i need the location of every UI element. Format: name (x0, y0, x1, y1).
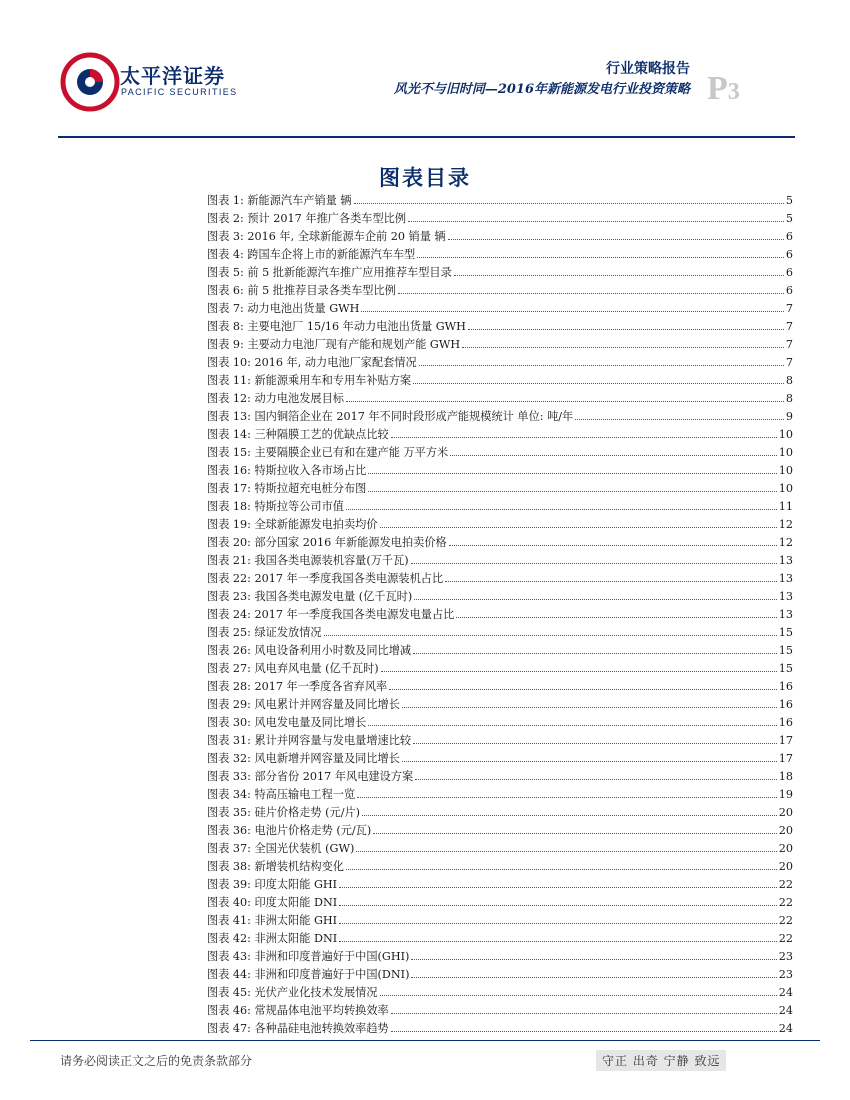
toc-entry-leader (346, 508, 777, 510)
toc-entry-page: 20 (778, 860, 793, 873)
toc-entry[interactable] (207, 984, 793, 1002)
toc-entry-leader (380, 526, 777, 528)
toc-entry-leader (380, 994, 777, 996)
toc-entry-leader (445, 580, 777, 582)
toc-entry-label: 图表 17: 特斯拉超充电桩分布图 (207, 482, 367, 495)
toc-entry-page: 22 (778, 932, 793, 945)
toc-entry[interactable] (207, 408, 793, 426)
footer-disclaimer: 请务必阅读正文之后的免责条款部分 (60, 1054, 253, 1068)
toc-entry[interactable] (207, 282, 793, 300)
toc-entry[interactable] (207, 192, 793, 210)
toc-entry[interactable] (207, 372, 793, 390)
toc-entry[interactable] (207, 264, 793, 282)
toc-entry[interactable] (207, 894, 793, 912)
toc-entry-page: 24 (778, 986, 793, 999)
toc-entry-page: 7 (785, 302, 793, 315)
toc-entry-leader (468, 328, 784, 330)
toc-entry[interactable] (207, 642, 793, 660)
toc-entry[interactable] (207, 696, 793, 714)
toc-entry-page: 13 (778, 590, 793, 603)
toc-entry-label: 图表 19: 全球新能源发电拍卖均价 (207, 518, 378, 531)
toc-entry[interactable] (207, 786, 793, 804)
toc-entry[interactable] (207, 822, 793, 840)
toc-entry-page: 10 (778, 446, 793, 459)
toc-entry-leader (391, 436, 777, 438)
toc-entry-label: 图表 44: 非洲和印度普遍好于中国(DNI) (207, 968, 410, 981)
toc-entry-label: 图表 4: 跨国车企将上市的新能源汽车车型 (207, 248, 416, 261)
toc-entry-page: 15 (778, 662, 793, 675)
toc-entry[interactable] (207, 390, 793, 408)
toc-entry-leader (389, 688, 777, 690)
toc-entry[interactable] (207, 858, 793, 876)
toc-entry-label: 图表 20: 部分国家 2016 年新能源发电拍卖价格 (207, 536, 447, 549)
toc-entry-leader (402, 760, 777, 762)
toc-entry-page: 13 (778, 572, 793, 585)
toc-entry[interactable] (207, 714, 793, 732)
toc-entry-label: 图表 1: 新能源汽车产销量 辆 (207, 194, 352, 207)
toc-entry-label: 图表 31: 累计并网容量与发电量增速比较 (207, 734, 412, 747)
toc-entry-label: 图表 30: 风电发电量及同比增长 (207, 716, 367, 729)
toc-entry-page: 10 (778, 464, 793, 477)
toc-entry-label: 图表 26: 风电设备利用小时数及同比增减 (207, 644, 412, 657)
toc-entry[interactable] (207, 426, 793, 444)
toc-entry-leader (456, 616, 776, 618)
toc-entry[interactable] (207, 750, 793, 768)
toc-entry-label: 图表 5: 前 5 批新能源汽车推广应用推荐车型目录 (207, 266, 452, 279)
toc-entry-leader (419, 364, 784, 366)
toc-entry-leader (368, 724, 776, 726)
toc-entry-label: 图表 46: 常规晶体电池平均转换效率 (207, 1004, 389, 1017)
toc-entry-leader (417, 256, 784, 258)
page-number (707, 70, 740, 108)
toc-entry[interactable] (207, 336, 793, 354)
toc-entry-page: 15 (778, 644, 793, 657)
toc-entry[interactable] (207, 1020, 793, 1038)
toc-entry-leader (411, 958, 776, 960)
toc-entry-label: 图表 47: 各种晶硅电池转换效率趋势 (207, 1022, 389, 1035)
toc-entry-leader (339, 886, 777, 888)
toc-entry[interactable] (207, 480, 793, 498)
toc-entry[interactable] (207, 498, 793, 516)
toc-entry-label: 图表 23: 我国各类电源发电量 (亿千瓦时) (207, 590, 413, 603)
toc-entry-leader (368, 472, 776, 474)
toc-entry-leader (361, 310, 783, 312)
toc-entry-label: 图表 11: 新能源乘用车和专用车补贴方案 (207, 374, 412, 387)
toc-entry[interactable] (207, 588, 793, 606)
toc-entry-label: 图表 21: 我国各类电源装机容量(万千瓦) (207, 554, 409, 567)
toc-entry-leader (411, 976, 776, 978)
toc-entry-label: 图表 39: 印度太阳能 GHI (207, 878, 338, 891)
toc-entry-leader (413, 652, 777, 654)
toc-entry[interactable] (207, 660, 793, 678)
toc-entry[interactable] (207, 354, 793, 372)
footer-divider (30, 1040, 820, 1041)
toc-entry-page: 8 (785, 374, 793, 387)
toc-entry-leader (450, 454, 777, 456)
toc-entry-leader (357, 796, 777, 798)
report-type: 行业策略报告 (606, 61, 690, 77)
toc-entry-label: 图表 27: 风电弃风电量 (亿千瓦时) (207, 662, 379, 675)
toc-entry-leader (354, 202, 784, 204)
toc-entry-page: 9 (785, 410, 793, 423)
toc-entry[interactable] (207, 516, 793, 534)
toc-entry-page: 6 (785, 284, 793, 297)
toc-entry-page: 24 (778, 1004, 793, 1017)
toc-entry-page: 7 (785, 320, 793, 333)
toc-entry-page: 24 (778, 1022, 793, 1035)
toc-entry-label: 图表 37: 全国光伏装机 (GW) (207, 842, 355, 855)
toc-entry-page: 22 (778, 914, 793, 927)
toc-entry-label: 图表 14: 三种隔膜工艺的优缺点比较 (207, 428, 389, 441)
toc-entry-page: 15 (778, 626, 793, 639)
toc-entry-label: 图表 24: 2017 年一季度我国各类电源发电量占比 (207, 608, 455, 621)
toc-entry[interactable] (207, 606, 793, 624)
toc-entry-leader (415, 778, 777, 780)
toc-entry-page: 22 (778, 896, 793, 909)
header-divider (58, 136, 795, 138)
toc-entry-label: 图表 43: 非洲和印度普遍好于中国(GHI) (207, 950, 410, 963)
toc-entry-page: 17 (778, 734, 793, 747)
toc-entry[interactable] (207, 444, 793, 462)
toc-entry-page: 6 (785, 266, 793, 279)
toc-entry-leader (339, 904, 777, 906)
toc-entry[interactable] (207, 930, 793, 948)
toc-entry-page: 10 (778, 482, 793, 495)
toc-entry-leader (454, 274, 784, 276)
toc-entry-leader (346, 400, 784, 402)
toc-entry-label: 图表 6: 前 5 批推荐目录各类车型比例 (207, 284, 396, 297)
toc-entry[interactable] (207, 318, 793, 336)
toc-entry[interactable] (207, 678, 793, 696)
toc-entry-leader (413, 382, 784, 384)
toc-entry-label: 图表 10: 2016 年, 动力电池厂家配套情况 (207, 356, 417, 369)
toc-entry-page: 12 (778, 536, 793, 549)
toc-entry-page: 19 (778, 788, 793, 801)
pacific-securities-logo (60, 52, 120, 112)
toc-entry-leader (462, 346, 784, 348)
toc-entry-label: 图表 33: 部分省份 2017 年风电建设方案 (207, 770, 414, 783)
toc-entry-label: 图表 32: 风电新增并网容量及同比增长 (207, 752, 400, 765)
toc-entry-label: 图表 18: 特斯拉等公司市值 (207, 500, 344, 513)
toc-entry[interactable] (207, 840, 793, 858)
toc-entry-leader (324, 634, 777, 636)
toc-entry-leader (339, 940, 777, 942)
toc-entry[interactable] (207, 768, 793, 786)
toc-entry-leader (449, 544, 777, 546)
toc-entry-leader (413, 742, 777, 744)
toc-entry-page: 11 (778, 500, 793, 513)
toc-entry[interactable] (207, 876, 793, 894)
toc-entry-label: 图表 22: 2017 年一季度我国各类电源装机占比 (207, 572, 444, 585)
toc-entry-page: 20 (778, 824, 793, 837)
toc-entry-leader (346, 868, 777, 870)
toc-entry-page: 16 (778, 716, 793, 729)
toc-entry-label: 图表 29: 风电累计并网容量及同比增长 (207, 698, 400, 711)
page-number-letter: P (707, 70, 728, 107)
toc-entry-leader (411, 562, 777, 564)
toc-entry[interactable] (207, 912, 793, 930)
toc-entry[interactable] (207, 552, 793, 570)
toc-list (207, 192, 793, 1038)
toc-entry[interactable] (207, 210, 793, 228)
toc-entry-label: 图表 36: 电池片价格走势 (元/瓦) (207, 824, 372, 837)
toc-entry-page: 13 (778, 554, 793, 567)
brand-name-en: PACIFIC SECURITIES (121, 87, 238, 97)
toc-entry-leader (391, 1030, 777, 1032)
toc-entry-label: 图表 42: 非洲太阳能 DNI (207, 932, 338, 945)
toc-entry-label: 图表 41: 非洲太阳能 GHI (207, 914, 338, 927)
toc-entry-page: 20 (778, 806, 793, 819)
toc-entry-label: 图表 9: 主要动力电池厂现有产能和规划产能 GWH (207, 338, 461, 351)
toc-entry[interactable] (207, 534, 793, 552)
toc-entry-page: 23 (778, 950, 793, 963)
toc-entry[interactable] (207, 948, 793, 966)
toc-entry-page: 8 (785, 392, 793, 405)
toc-entry-label: 图表 15: 主要隔膜企业已有和在建产能 万平方米 (207, 446, 449, 459)
toc-entry-page: 16 (778, 680, 793, 693)
footer-motto: 守正 出奇 宁静 致远 (596, 1050, 726, 1071)
toc-entry-label: 图表 2: 预计 2017 年推广各类车型比例 (207, 212, 407, 225)
toc-entry-leader (362, 814, 777, 816)
toc-entry-label: 图表 28: 2017 年一季度各省弃风率 (207, 680, 388, 693)
toc-entry-label: 图表 40: 印度太阳能 DNI (207, 896, 338, 909)
toc-entry-label: 图表 35: 硅片价格走势 (元/片) (207, 806, 361, 819)
toc-entry[interactable] (207, 570, 793, 588)
toc-entry[interactable] (207, 804, 793, 822)
toc-entry-label: 图表 13: 国内铜箔企业在 2017 年不同时段形成产能规模统计 单位: 吨/年 (207, 410, 574, 423)
toc-title: 图表目录 (379, 166, 471, 190)
toc-entry-label: 图表 45: 光伏产业化技术发展情况 (207, 986, 378, 999)
toc-entry[interactable] (207, 300, 793, 318)
toc-entry-leader (402, 706, 777, 708)
toc-entry-page: 22 (778, 878, 793, 891)
toc-entry[interactable] (207, 966, 793, 984)
toc-entry-page: 12 (778, 518, 793, 531)
toc-entry[interactable] (207, 462, 793, 480)
page-number-value: 3 (727, 79, 740, 105)
toc-entry-leader (356, 850, 776, 852)
report-title: 风光不与旧时同—2016年新能源发电行业投资策略 (393, 82, 690, 97)
toc-entry-label: 图表 16: 特斯拉收入各市场占比 (207, 464, 367, 477)
toc-entry-leader (398, 292, 784, 294)
toc-entry-page: 10 (778, 428, 793, 441)
toc-entry-page: 6 (785, 248, 793, 261)
toc-entry-leader (448, 238, 784, 240)
toc-entry-label: 图表 12: 动力电池发展目标 (207, 392, 344, 405)
toc-entry-leader (381, 670, 777, 672)
toc-entry-label: 图表 38: 新增装机结构变化 (207, 860, 344, 873)
toc-entry-page: 18 (778, 770, 793, 783)
toc-entry[interactable] (207, 624, 793, 642)
toc-entry-leader (373, 832, 777, 834)
toc-entry-page: 5 (785, 194, 793, 207)
toc-entry-page: 20 (778, 842, 793, 855)
toc-entry-leader (391, 1012, 777, 1014)
toc-entry-page: 7 (785, 338, 793, 351)
toc-entry-page: 7 (785, 356, 793, 369)
toc-entry-label: 图表 7: 动力电池出货量 GWH (207, 302, 360, 315)
toc-entry-page: 5 (785, 212, 793, 225)
toc-entry[interactable] (207, 228, 793, 246)
toc-entry-page: 17 (778, 752, 793, 765)
toc-entry-label: 图表 3: 2016 年, 全球新能源车企前 20 销量 辆 (207, 230, 446, 243)
toc-entry-label: 图表 8: 主要电池厂 15/16 年动力电池出货量 GWH (207, 320, 466, 333)
toc-entry-page: 6 (785, 230, 793, 243)
toc-entry[interactable] (207, 1002, 793, 1020)
toc-entry-leader (368, 490, 776, 492)
toc-entry-page: 23 (778, 968, 793, 981)
toc-entry-leader (408, 220, 784, 222)
toc-entry[interactable] (207, 732, 793, 750)
toc-entry-page: 16 (778, 698, 793, 711)
toc-entry-leader (414, 598, 777, 600)
toc-entry-page: 13 (778, 608, 793, 621)
toc-entry-label: 图表 34: 特高压输电工程一览 (207, 788, 356, 801)
toc-entry[interactable] (207, 246, 793, 264)
brand-name-cn: 太平洋证券 (120, 64, 225, 88)
toc-entry-leader (575, 418, 784, 420)
toc-entry-leader (339, 922, 777, 924)
toc-entry-label: 图表 25: 绿证发放情况 (207, 626, 322, 639)
